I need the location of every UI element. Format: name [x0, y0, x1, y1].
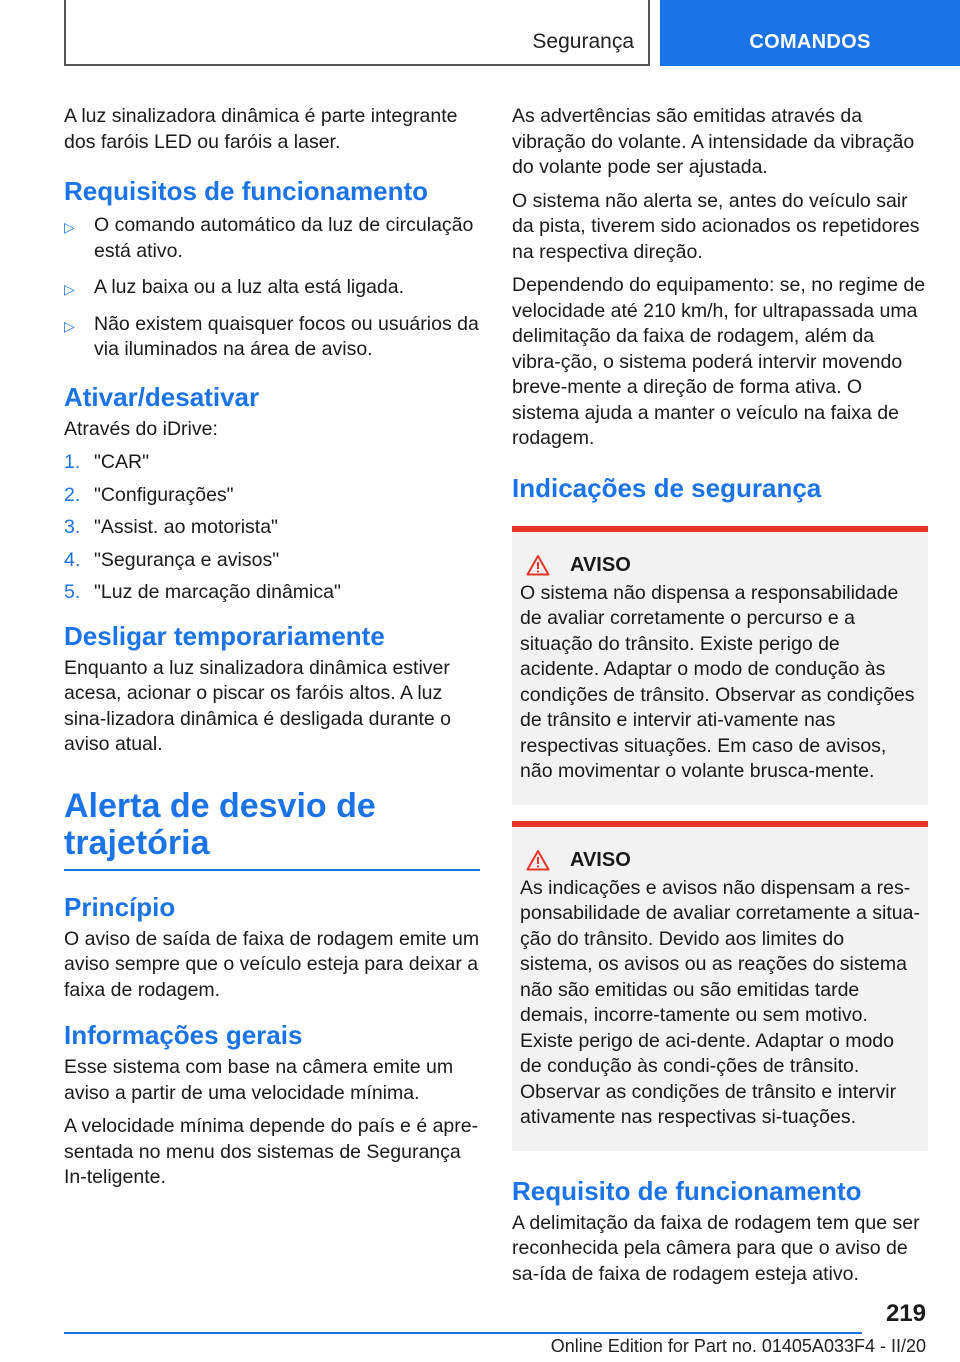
title-divider — [64, 869, 480, 871]
activate-heading: Ativar/desativar — [64, 381, 260, 412]
temporary-off-heading: Desligar temporariamente — [64, 620, 385, 651]
header-tab — [660, 0, 960, 66]
principle-heading: Princípio — [64, 891, 176, 922]
header-section-box — [64, 0, 650, 66]
activate-intro: Através do iDrive: — [64, 417, 218, 440]
temporary-off-paragraph: Enquanto a luz sinalizadora dinâmica estiver acesa, acionar o piscar os faróis altos. A luz sina-lizadora dinâmica é desligada durante o aviso atual. — [64, 656, 451, 755]
triangle-bullet-icon: ▷ — [64, 317, 75, 334]
header-section-label: Segurança — [532, 30, 634, 53]
general-info-paragraph-1: Esse sistema com base na câmera emite um aviso a partir de uma velocidade mínima. — [64, 1056, 454, 1104]
vibration-paragraph: As advertências são emitidas através da vibração do volante. A intensidade da vibração do volante pode ser ajustada. — [512, 105, 915, 178]
requirements-heading: Requisitos de funcionamento — [64, 176, 429, 206]
page-number: 219 — [885, 1300, 926, 1327]
header-tab-label: COMANDOS — [749, 31, 871, 53]
main-section-title: Alerta de desvio de trajetória — [64, 786, 376, 862]
list-item: ▷ O comando automático da luz de circulação está ativo. — [64, 214, 474, 262]
right-column — [512, 104, 928, 1295]
requirements-list — [64, 213, 480, 363]
list-item: 5. "Luz de marcação dinâmica" — [64, 581, 341, 603]
warning-title: AVISO — [570, 848, 631, 871]
warning-text: As indicações e avisos não dispensam a res-ponsabilidade de avaliar corretamente a situa-ção do trânsito. Devido aos limites do sistema, os avisos ou as reações do sistema não são emitidas ou são emitidas tarde demais, incorre-tamente ou sem motivo. Existe perigo de aci-dente. Adaptar o modo de condução às condi-ções de trânsito. Observar as condições de trânsito e intervir ativamente nas respectivas si-tuações. — [520, 876, 920, 1128]
equipment-paragraph: Dependendo do equipamento: se, no regime de velocidade até 210 km/h, for ultrapassada uma delimitação da faixa de rodagem, além da vibra-ção, o sistema poderá intervir movendo breve-mente a direção de forma ativa. O sistema ajuda a manter o veículo na faixa de rodagem. — [512, 274, 926, 449]
warning-text: O sistema não dispensa a responsabilidade de avaliar corretamente o percurso e a situação do trânsito. Existe perigo de acidente. Adaptar o modo de condução às condições de trânsito. Observar as condições de trânsito e intervir ati-vamente nas respectivas situações. Em caso de avisos, não movimentar o volante brusca-mente. — [520, 581, 915, 782]
general-info-heading: Informações gerais — [64, 1020, 303, 1050]
requirement-paragraph: A delimitação da faixa de rodagem tem que ser reconhecida pela câmera para que o aviso de sa-ída de faixa de rodagem esteja ativo. — [512, 1211, 920, 1285]
no-alert-paragraph: O sistema não alerta se, antes do veículo sair da pista, tiverem sido acionados os repetidores na respectiva direção. — [512, 189, 920, 263]
intro-paragraph: A luz sinalizadora dinâmica é parte integrante dos faróis LED ou faróis a laser. — [64, 105, 458, 153]
principle-paragraph: O aviso de saída de faixa de rodagem emite um aviso sempre que o veículo esteja para deixar a faixa de rodagem. — [64, 927, 480, 1001]
safety-heading: Indicações de segurança — [512, 472, 822, 503]
warning-title: AVISO — [570, 553, 631, 576]
triangle-bullet-icon: ▷ — [64, 219, 75, 235]
warning-box — [512, 526, 928, 805]
left-column — [64, 104, 480, 1199]
list-item: 4. "Segurança e avisos" — [64, 548, 280, 571]
list-item: ▷ A luz baixa ou a luz alta está ligada. — [64, 275, 480, 301]
list-item: 1. "CAR" — [64, 451, 150, 473]
steps-list — [64, 450, 480, 606]
list-item: 3. "Assist. ao motorista" — [64, 516, 278, 538]
warning-triangle-icon — [526, 554, 550, 576]
list-item: 2. "Configurações" — [64, 483, 234, 506]
warning-box — [512, 821, 928, 1151]
requirement-heading: Requisito de funcionamento — [512, 1175, 862, 1206]
edition-text: Online Edition for Part no. 01405A033F4 - II/20 — [550, 1336, 926, 1356]
warning-triangle-icon — [526, 849, 550, 871]
general-info-paragraph-2: A velocidade mínima depende do país e é apre-sentada no menu dos sistemas de Segurança In-teligente. — [64, 1115, 479, 1188]
list-item: ▷ Não existem quaisquer focos ou usuários da via iluminados na área de aviso. — [64, 312, 479, 360]
triangle-bullet-icon: ▷ — [64, 281, 75, 297]
footer-divider — [64, 1332, 862, 1334]
